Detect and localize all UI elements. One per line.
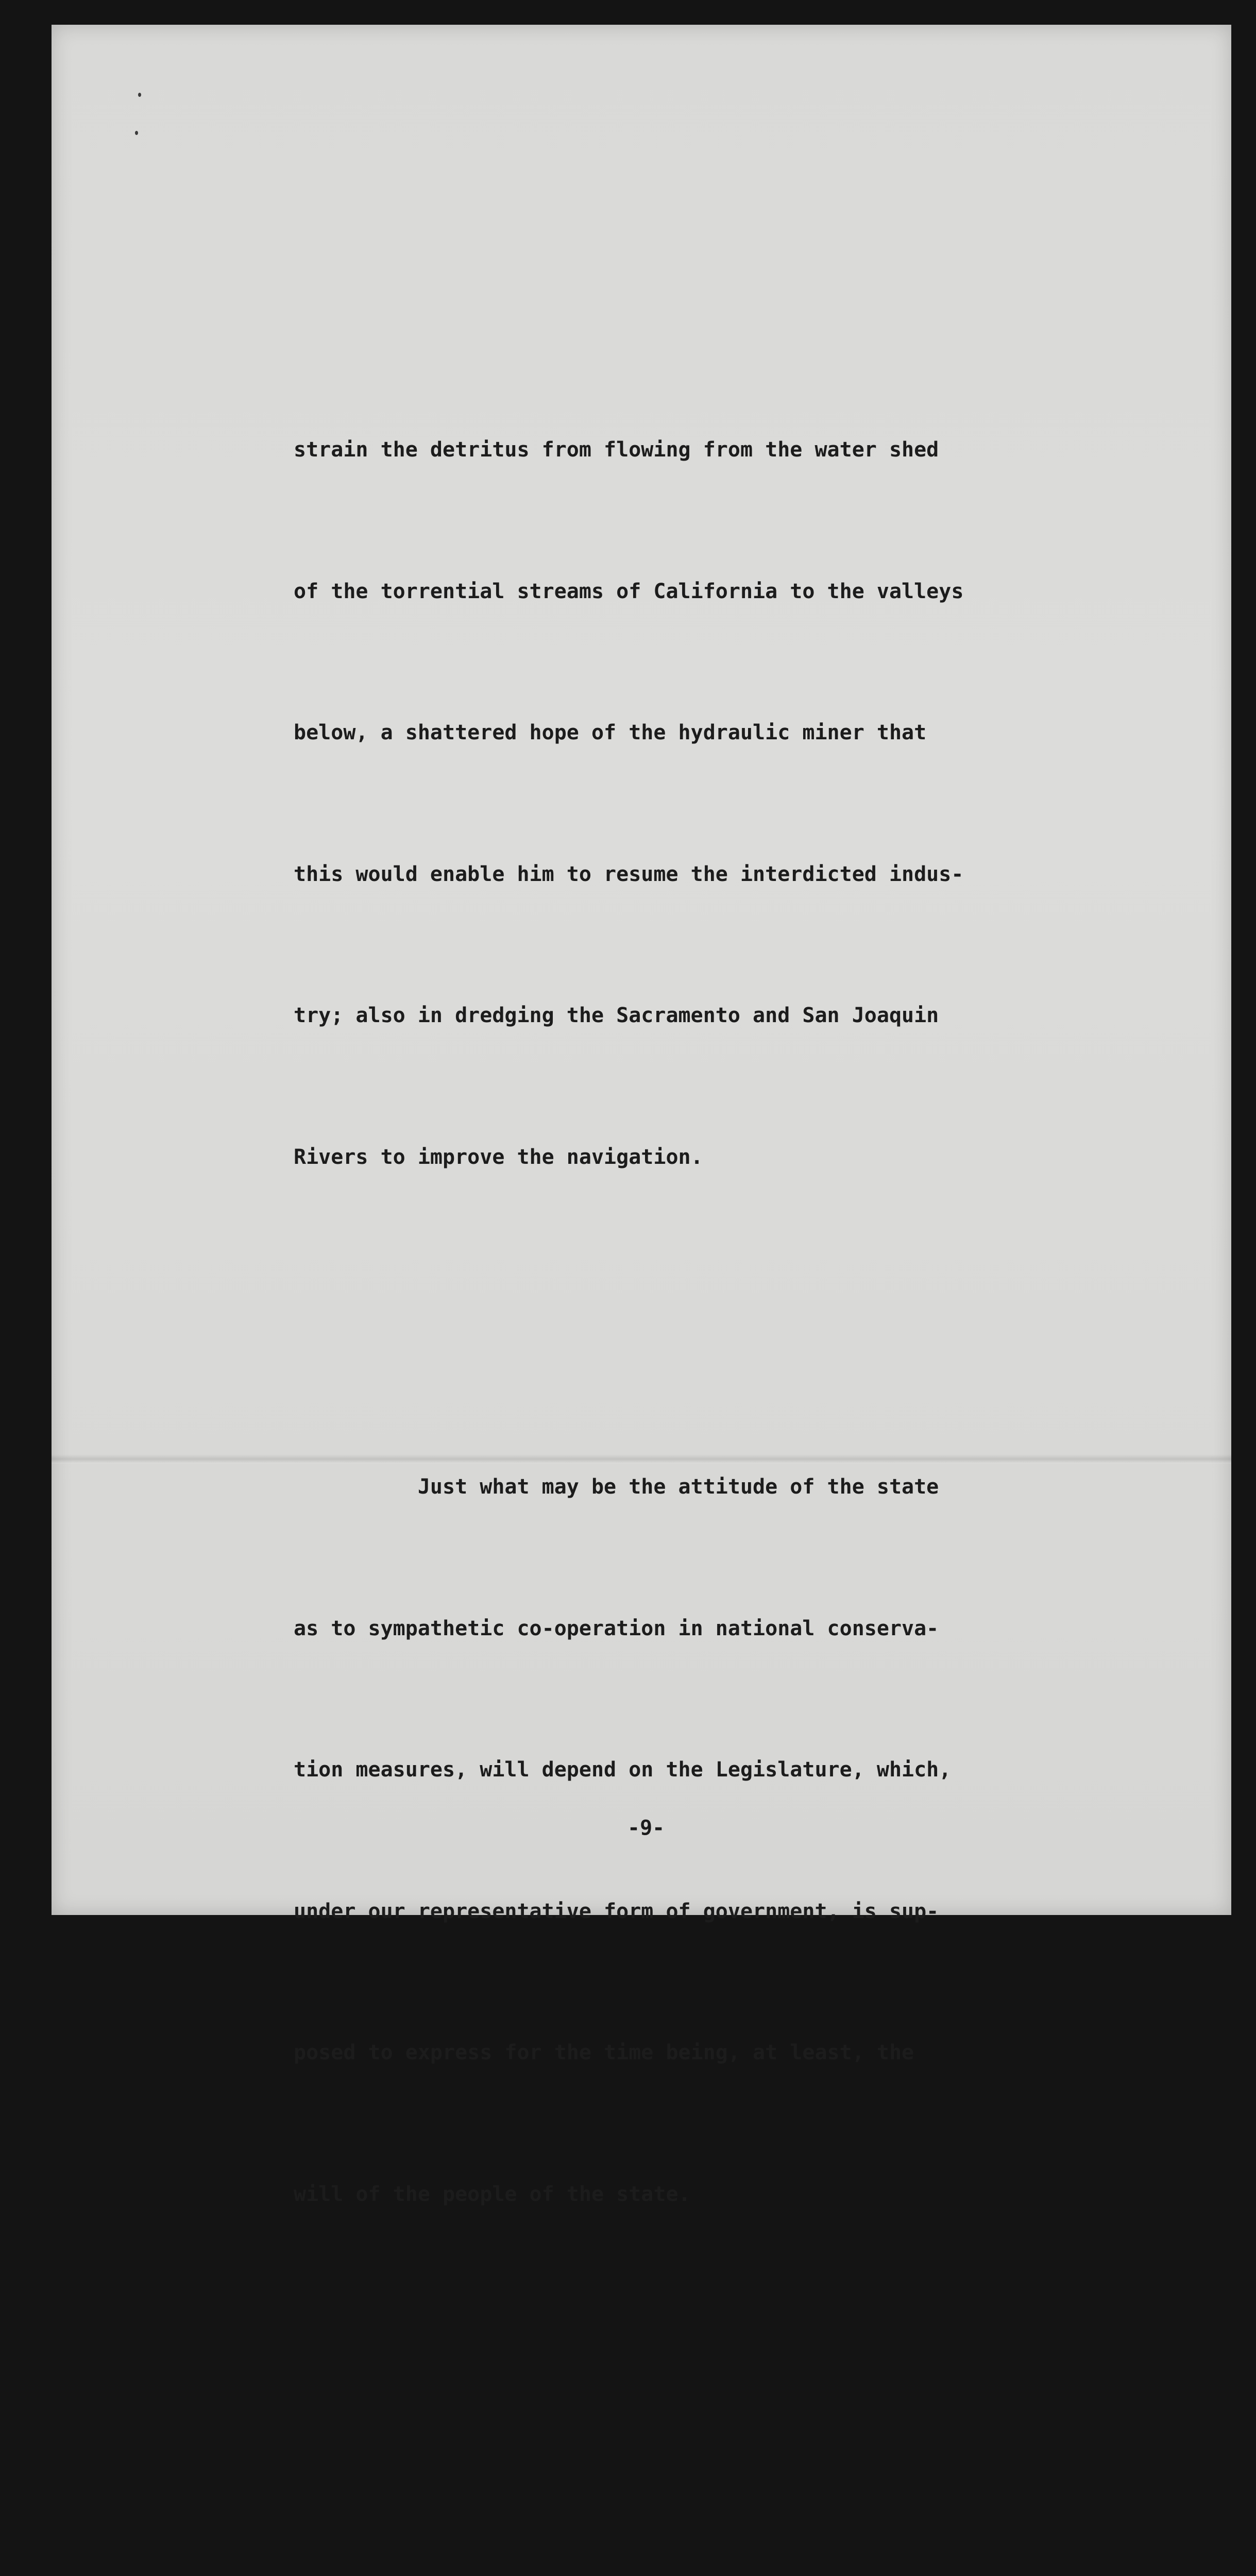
typed-body-text <box>294 238 1108 2576</box>
text-line: of the torrential streams of California to the valleys <box>294 579 964 603</box>
text-line: try; also in dredging the Sacramento and San Joaquin <box>294 1004 939 1027</box>
text-line: this would enable him to resume the interdicted indus- <box>294 862 964 886</box>
ink-speck <box>138 93 141 97</box>
text-line: under our representative form of government, is sup- <box>294 1899 939 1923</box>
text-line: tion measures, will depend on the Legislature, which, <box>294 1758 952 1782</box>
text-line: Just what may be the attitude of the state <box>294 1475 939 1499</box>
text-line: strain the detritus from flowing from the water shed <box>294 438 939 462</box>
paragraph-state-attitude <box>294 1369 1108 2312</box>
page-number: -9- <box>627 1816 665 1840</box>
paragraph-gap <box>294 2406 1108 2427</box>
text-line: as to sympathetic co-operation in national conserva- <box>294 1616 939 1640</box>
paragraph-section-14 <box>294 2521 1108 2576</box>
ink-speck <box>135 131 138 135</box>
text-line: Rivers to improve the navigation. <box>294 1145 703 1169</box>
paragraph-detritus <box>294 332 1108 1275</box>
text-line: posed to express for the time being, at least, the <box>294 2041 914 2064</box>
text-line: below, a shattered hope of the hydraulic miner that <box>294 721 927 744</box>
text-line: will of the people of the state. <box>294 2182 691 2206</box>
